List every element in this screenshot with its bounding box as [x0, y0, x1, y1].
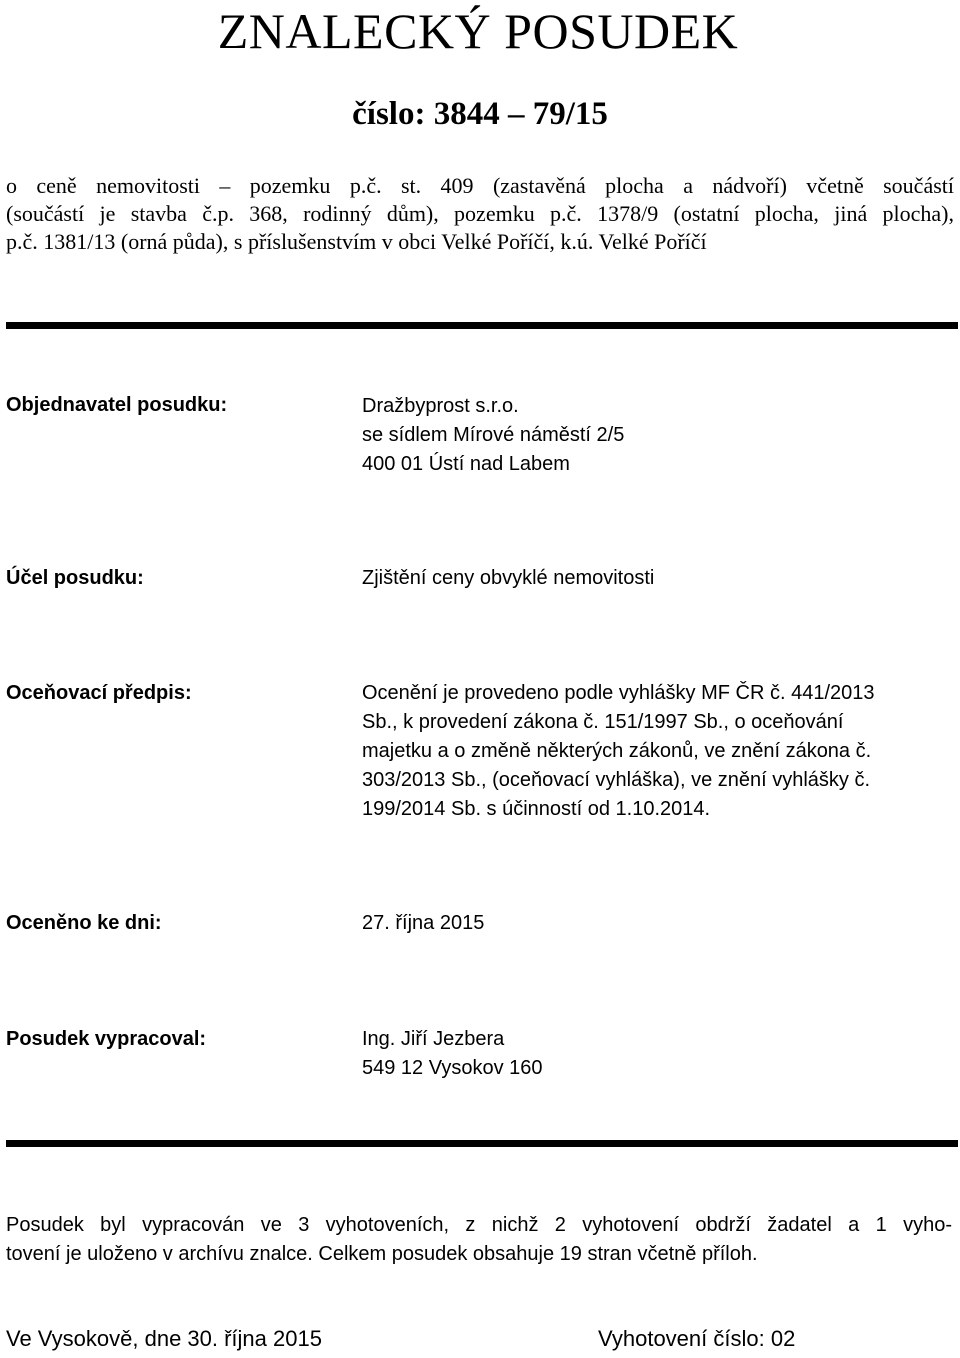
regulation-value — [362, 679, 875, 824]
regulation-line: majetku a o změně některých zákonů, ve znění zákona č. — [362, 740, 872, 762]
client-address-line: se sídlem Mírové náměstí 2/5 — [362, 424, 625, 446]
client-name: Dražbyprost s.r.o. — [362, 395, 519, 417]
copy-number: Vyhotovení číslo: 02 — [598, 1326, 796, 1351]
subject-line: o ceně nemovitosti – pozemku p.č. st. 409 (zastavěná plocha a nádvoří) včetně součástí — [6, 173, 954, 198]
document-number: číslo: 3844 – 79/15 — [352, 96, 608, 132]
valuation-date-text: 27. října 2015 — [362, 912, 485, 934]
regulation-line: Ocenění je provedeno podle vyhlášky MF ČR č. 441/2013 — [362, 682, 875, 704]
client-address-line: 400 01 Ústí nad Labem — [362, 453, 570, 475]
author-name: Ing. Jiří Jezbera — [362, 1028, 505, 1050]
subject-line: (součástí je stavba č.p. 368, rodinný dům), pozemku p.č. 1378/9 (ostatní plocha, jiná plocha), — [6, 201, 954, 226]
client-label: Objednavatel posudku: — [6, 394, 228, 416]
purpose-value — [362, 564, 654, 593]
regulation-label: Oceňovací předpis: — [6, 682, 192, 704]
place-and-date: Ve Vysokově, dne 30. října 2015 — [6, 1326, 322, 1351]
author-address: 549 12 Vysokov 160 — [362, 1057, 543, 1079]
valuation-date-value — [362, 909, 484, 938]
document-title: ZNALECKÝ POSUDEK — [217, 3, 739, 59]
author-value — [362, 1025, 543, 1083]
regulation-line: 303/2013 Sb., (oceňovací vyhláška), ve znění vyhlášky č. — [362, 769, 871, 791]
bottom-divider — [6, 1140, 958, 1147]
valuation-date-label: Oceněno ke dni: — [6, 912, 162, 934]
client-value — [362, 392, 624, 479]
subject-description — [6, 172, 954, 256]
purpose-text: Zjištění ceny obvyklé nemovitosti — [362, 567, 655, 589]
regulation-line: 199/2014 Sb. s účinností od 1.10.2014. — [362, 798, 711, 820]
copies-note — [6, 1211, 952, 1269]
regulation-line: Sb., k provedení zákona č. 151/1997 Sb., o oceňování — [362, 711, 844, 733]
author-label: Posudek vypracoval: — [6, 1028, 207, 1050]
subject-line: p.č. 1381/13 (orná půda), s příslušenstvím v obci Velké Poříčí, k.ú. Velké Poříčí — [6, 229, 707, 254]
top-divider — [6, 322, 958, 329]
note-line: Posudek byl vypracován ve 3 vyhotoveních, z nichž 2 vyhotovení obdrží žadatel a 1 vyho- — [6, 1214, 952, 1236]
purpose-label: Účel posudku: — [6, 567, 144, 589]
note-line: tovení je uloženo v archívu znalce. Celkem posudek obsahuje 19 stran včetně příloh. — [6, 1243, 758, 1265]
